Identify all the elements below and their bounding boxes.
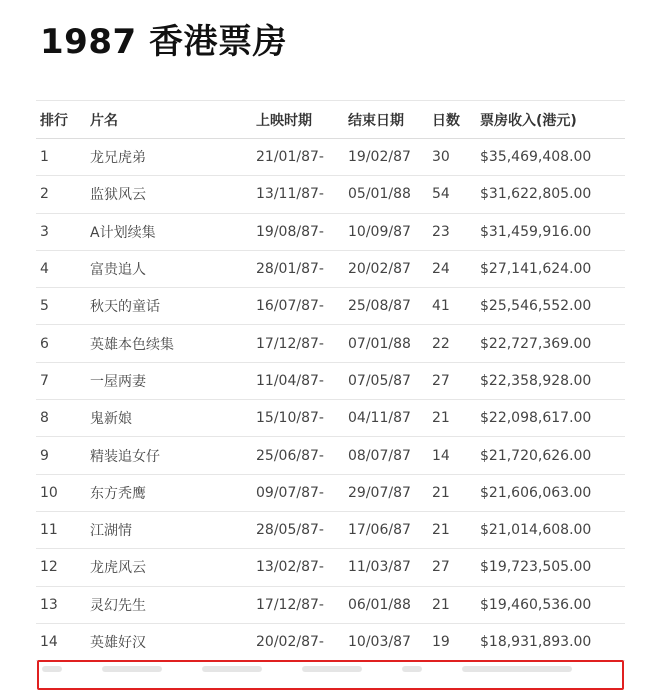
cell-end-date: 08/07/87 [348, 447, 411, 464]
cell-end-date: 06/01/88 [348, 596, 411, 613]
cell-rank: 4 [40, 261, 49, 278]
cell-start-date: 09/07/87- [256, 484, 324, 501]
cell-gross: $21,014,608.00 [480, 522, 592, 539]
cell-gross: $18,931,893.00 [480, 634, 592, 650]
cell-end-date: 10/09/87 [348, 223, 411, 240]
cell-gross: $22,098,617.00 [480, 410, 592, 427]
cell-gross: $31,622,805.00 [480, 186, 592, 203]
cell-title: 富贵追人 [90, 262, 146, 279]
cell-start-date: 20/02/87- [256, 634, 324, 650]
table-row [36, 325, 625, 362]
cell-end-date: 19/02/87 [348, 149, 411, 166]
cell-title: 东方秃鹰 [90, 485, 146, 502]
cell-title: 英雄好汉 [90, 635, 146, 651]
header-rank: 排行 [40, 112, 68, 129]
cell-days: 21 [432, 522, 450, 539]
cell-rank: 11 [40, 522, 58, 539]
cell-gross: $22,727,369.00 [480, 335, 592, 352]
cell-title: 江湖情 [90, 523, 132, 540]
cell-end-date: 20/02/87 [348, 261, 411, 278]
header-start-date: 上映时期 [256, 112, 312, 129]
cell-days: 23 [432, 223, 450, 240]
cell-days: 21 [432, 596, 450, 613]
page-title: 1987 香港票房 [40, 22, 287, 62]
table-row [36, 176, 625, 213]
cell-start-date: 28/01/87- [256, 261, 324, 278]
cell-start-date: 16/07/87- [256, 298, 324, 315]
cell-days: 27 [432, 559, 450, 576]
cell-start-date: 25/06/87- [256, 447, 324, 464]
cell-days: 22 [432, 335, 450, 352]
cell-days: 54 [432, 186, 450, 203]
cell-title: 英雄本色续集 [90, 336, 174, 353]
cell-gross: $21,720,626.00 [480, 447, 592, 464]
table-row [36, 250, 625, 287]
cell-start-date: 17/12/87- [256, 335, 324, 352]
cell-days: 14 [432, 447, 450, 464]
table-row [36, 213, 625, 250]
cell-days: 19 [432, 634, 450, 650]
cell-rank: 7 [40, 372, 49, 389]
cell-title: 监狱风云 [90, 187, 146, 204]
cell-rank: 12 [40, 559, 58, 576]
cell-title: 精装追女仔 [90, 448, 160, 465]
table-row [36, 623, 625, 660]
cut-off-row [42, 666, 602, 676]
cell-start-date: 19/08/87- [256, 223, 324, 240]
cell-start-date: 15/10/87- [256, 410, 324, 427]
cell-days: 27 [432, 372, 450, 389]
header-days: 日数 [432, 112, 460, 129]
table-row [36, 474, 625, 511]
table-header [36, 101, 625, 139]
table-row [36, 400, 625, 437]
cell-rank: 14 [40, 634, 58, 650]
cell-gross: $19,460,536.00 [480, 596, 592, 613]
cell-title: 灵幻先生 [90, 597, 146, 614]
cell-days: 21 [432, 410, 450, 427]
table-row [36, 288, 625, 325]
cell-title: 鬼新娘 [90, 411, 132, 428]
cell-end-date: 29/07/87 [348, 484, 411, 501]
cell-gross: $21,606,063.00 [480, 484, 592, 501]
header-end-date: 结束日期 [348, 112, 404, 129]
cell-end-date: 11/03/87 [348, 559, 411, 576]
table-row [36, 362, 625, 399]
cell-gross: $27,141,624.00 [480, 261, 592, 278]
cell-rank: 9 [40, 447, 49, 464]
header-gross: 票房收入(港元) [480, 112, 577, 129]
cell-rank: 2 [40, 186, 49, 203]
cell-title: 一屋两妻 [90, 373, 146, 390]
cell-start-date: 13/11/87- [256, 186, 324, 203]
cell-rank: 3 [40, 223, 49, 240]
cell-days: 41 [432, 298, 450, 315]
cell-rank: 6 [40, 335, 49, 352]
cell-end-date: 10/03/87 [348, 634, 411, 650]
cell-gross: $31,459,916.00 [480, 223, 592, 240]
cell-start-date: 17/12/87- [256, 596, 324, 613]
table-row [36, 139, 625, 176]
cell-gross: $25,546,552.00 [480, 298, 592, 315]
cell-end-date: 25/08/87 [348, 298, 411, 315]
cell-title: 龙虎风云 [90, 560, 146, 577]
cell-start-date: 13/02/87- [256, 559, 324, 576]
cell-start-date: 21/01/87- [256, 149, 324, 166]
cell-rank: 10 [40, 484, 58, 501]
cell-days: 21 [432, 484, 450, 501]
cell-end-date: 07/05/87 [348, 372, 411, 389]
cell-end-date: 07/01/88 [348, 335, 411, 352]
cell-days: 30 [432, 149, 450, 166]
cell-title: A计划续集 [90, 224, 156, 241]
cell-days: 24 [432, 261, 450, 278]
cell-rank: 1 [40, 149, 49, 166]
table-row [36, 511, 625, 548]
box-office-table [36, 100, 625, 661]
cell-gross: $19,723,505.00 [480, 559, 592, 576]
cell-end-date: 04/11/87 [348, 410, 411, 427]
table-header-row [36, 101, 625, 139]
cell-start-date: 28/05/87- [256, 522, 324, 539]
table-row [36, 549, 625, 586]
cell-gross: $22,358,928.00 [480, 372, 592, 389]
cell-rank: 5 [40, 298, 49, 315]
header-title: 片名 [90, 112, 118, 129]
cell-end-date: 05/01/88 [348, 186, 411, 203]
cell-rank: 13 [40, 596, 58, 613]
table-body [36, 139, 625, 661]
table-row [36, 586, 625, 623]
cell-end-date: 17/06/87 [348, 522, 411, 539]
cell-title: 秋天的童话 [90, 299, 160, 316]
cell-rank: 8 [40, 410, 49, 427]
cell-title: 龙兄虎弟 [90, 150, 146, 167]
table-row [36, 437, 625, 474]
cell-gross: $35,469,408.00 [480, 149, 592, 166]
cell-start-date: 11/04/87- [256, 372, 324, 389]
